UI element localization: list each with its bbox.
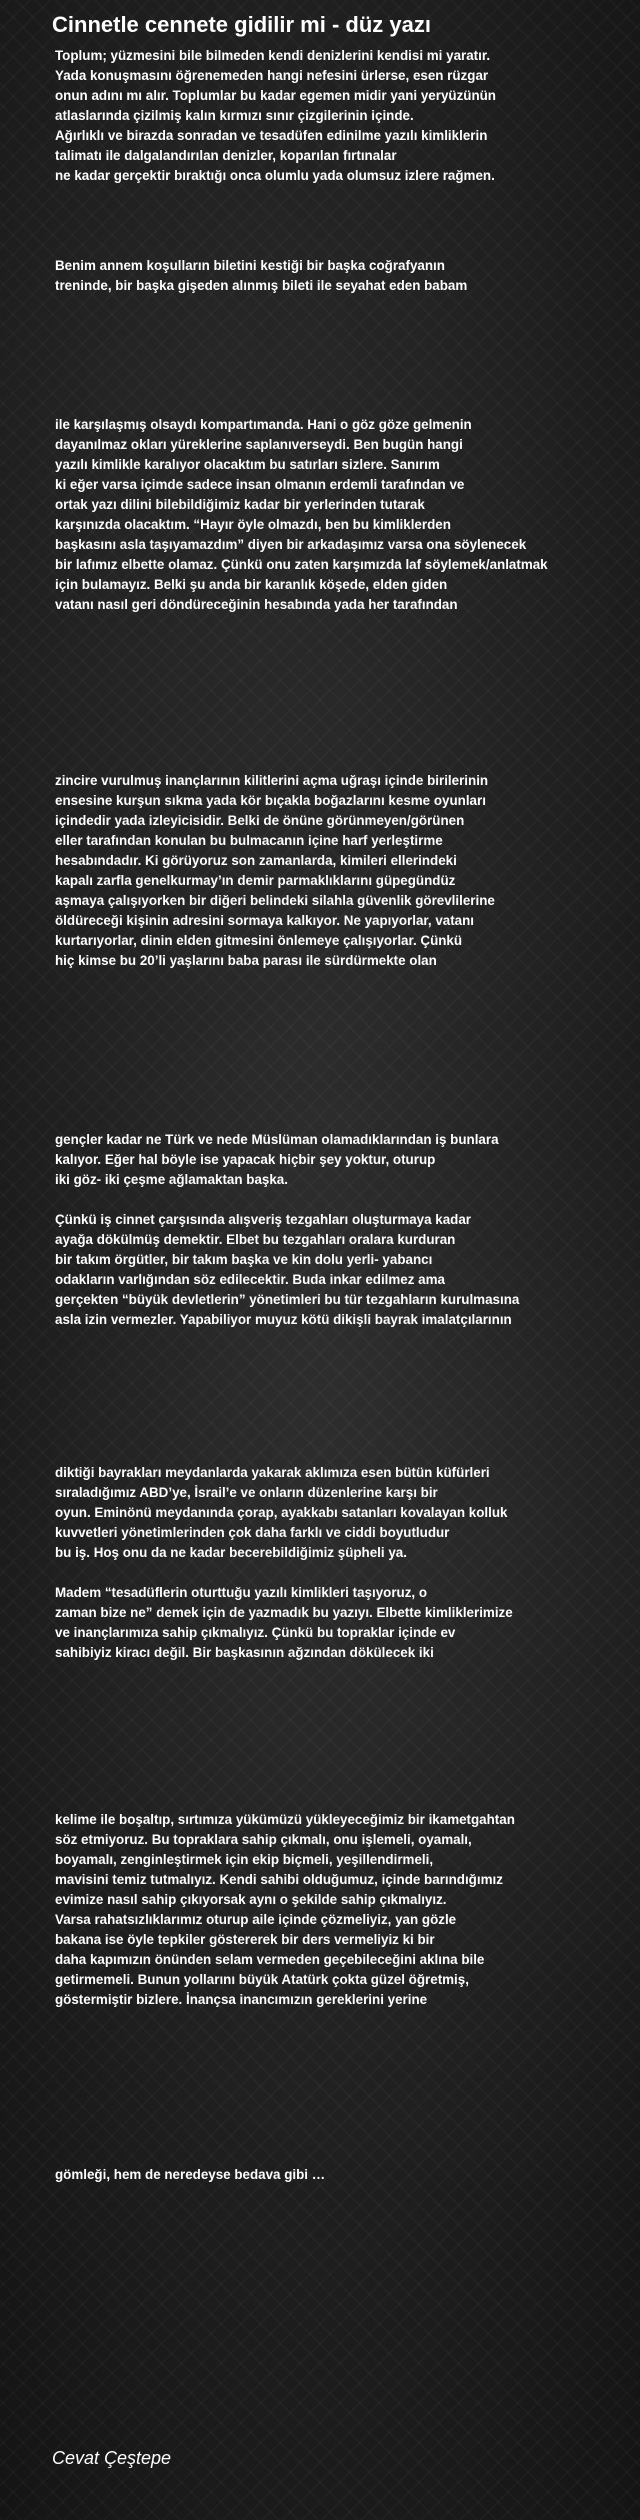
poem-line: Çünkü iş cinnet çarşısında alışveriş tezgahları oluşturmaya kadar <box>55 1212 472 1227</box>
stanza-7 <box>55 1463 640 1563</box>
poem-line: için bulamayız. Belki şu anda bir karanlık köşede, elden giden <box>55 577 448 592</box>
poem-line: ve inançlarımıza sahip çıkmalıyız. Çünkü bu topraklar içinde ev <box>55 1625 456 1640</box>
poem-line: bu iş. Hoş onu da ne kadar becerebildiğimiz şüpheli ya. <box>55 1545 407 1560</box>
stanza-8 <box>55 1583 640 1663</box>
poem-line: zincire vurulmuş inançlarının kilitlerini açma uğraşı içinde birilerinin <box>55 773 489 788</box>
poem-line: vatanı nasıl geri döndüreceğinin hesabında yada her tarafından <box>55 597 458 612</box>
poem-line: ayağa dökülmüş demektir. Elbet bu tezgahları oralara kurduran <box>55 1232 456 1247</box>
poem-line: sahibiyiz kiracı değil. Bir başkasının ağzından dökülecek iki <box>55 1645 434 1660</box>
poem-line: oyun. Eminönü meydanında çorap, ayakkabı satanları kovalayan kolluk <box>55 1505 508 1520</box>
poem-line: bir lafımız elbette olamaz. Çünkü onu zaten karşımızda laf söylemek/anlatmak <box>55 557 548 572</box>
poem-line: Madem “tesadüflerin oturttuğu yazılı kimlikleri taşıyoruz, o <box>55 1585 428 1600</box>
stanza-2 <box>55 256 640 296</box>
poem-line: talimatı ile dalgalandırılan denizler, koparılan fırtınalar <box>55 148 397 163</box>
poem-line: aşmaya çalışıyorken bir diğeri belindeki silahla güvenlik görevlilerine <box>55 893 495 908</box>
stanza-10 <box>55 2165 640 2185</box>
poem-line: ne kadar gerçektir bıraktığı onca olumlu yada olumsuz izlere rağmen. <box>55 168 495 183</box>
poem-line: başkasını asla taşıyamazdım” diyen bir arkadaşımız varsa ona söylenecek <box>55 537 527 552</box>
poem-line: treninde, bir başka gişeden alınmış bileti ile seyahat eden babam <box>55 278 468 293</box>
poem-line: Varsa rahatsızlıklarımız oturup aile içinde çözmeliyiz, yan gözle <box>55 1912 457 1927</box>
stanza-6 <box>55 1210 640 1330</box>
stanza-9 <box>55 1810 640 2010</box>
poem-line: atlaslarında çizilmiş kalın kırmızı sınır çizgilerinin içinde. <box>55 108 414 123</box>
poem-line: söz etmiyoruz. Bu topraklara sahip çıkmalı, onu işlemeli, oyamalı, <box>55 1832 472 1847</box>
poem-line: öldüreceği kişinin adresini sormaya kalkıyor. Ne yapıyorlar, vatanı <box>55 913 475 928</box>
poem-line: gömleği, hem de neredeyse bedava gibi … <box>55 2167 326 2182</box>
poem-line: bakana ise öyle tepkiler göstererek bir ders vermeliyiz ki bir <box>55 1932 435 1947</box>
poem-line: kapalı zarfla genelkurmay’ın demir parmaklıklarını güpegündüz <box>55 873 456 888</box>
poem-line: ensesine kurşun sıkma yada kör bıçakla boğazlarını kesme oyunları <box>55 793 486 808</box>
poem-line: gençler kadar ne Türk ve nede Müslüman olamadıklarından iş bunlara <box>55 1132 499 1147</box>
poem-line: ortak yazı dilini bilebildiğimiz kadar bir yerlerinden tutarak <box>55 497 425 512</box>
poem-line: eller tarafından konulan bu bulmacanın içine harf yerleştirme <box>55 833 443 848</box>
poem-line: zaman bize ne” demek için de yazmadık bu yazıyı. Elbette kimliklerimize <box>55 1605 513 1620</box>
poem-line: evimize nasıl sahip çıkıyorsak aynı o şekilde sahip çıkmalıyız. <box>55 1892 447 1907</box>
poem-line: gerçekten “büyük devletlerin” yönetimleri bu tür tezgahların kurulmasına <box>55 1292 520 1307</box>
stanza-1 <box>55 46 640 186</box>
poem-line: ile karşılaşmış olsaydı kompartımanda. Hani o göz göze gelmenin <box>55 417 472 432</box>
poem-line: kurtarıyorlar, dinin elden gitmesini önlemeye çalışıyorlar. Çünkü <box>55 933 463 948</box>
poem-title: Cinnetle cennete gidilir mi - düz yazı <box>52 12 431 37</box>
poem-line: kalıyor. Eğer hal böyle ise yapacak hiçbir şey yoktur, oturup <box>55 1152 436 1167</box>
poem-line: kelime ile boşaltıp, sırtımıza yükümüzü yükleyeceğimiz bir ikametgahtan <box>55 1812 515 1827</box>
poem-line: Ağırlıklı ve birazda sonradan ve tesadüfen edinilme yazılı kimliklerin <box>55 128 488 143</box>
poem-line: odakların varlığından söz edilecektir. Buda inkar edilmez ama <box>55 1272 445 1287</box>
poem-line: içindedir yada izleyicisidir. Belki de önüne görünmeyen/görünen <box>55 813 465 828</box>
poem-line: bir takım örgütler, bir takım başka ve kin dolu yerli- yabancı <box>55 1252 433 1267</box>
poem-line: mavisini temiz tutmalıyız. Kendi sahibi olduğumuz, içinde barındığımız <box>55 1872 503 1887</box>
poem-line: onun adını mı alır. Toplumlar bu kadar egemen midir yani yeryüzünün <box>55 88 496 103</box>
poem-line: sıraladığımız ABD’ye, İsrail’e ve onların düzenlerine karşı bir <box>55 1485 438 1500</box>
poem-line: hiç kimse bu 20’li yaşlarını baba parası ile sürdürmekte olan <box>55 953 437 968</box>
poem-line: Toplum; yüzmesini bile bilmeden kendi denizlerini kendisi mi yaratır. <box>55 48 491 63</box>
poem-line: hesabındadır. Ki görüyoruz son zamanlarda, kimileri ellerindeki <box>55 853 457 868</box>
poem-line: Benim annem koşulların biletini kestiği bir başka coğrafyanın <box>55 258 445 273</box>
poem-line: boyamalı, zenginleştirmek için ekip biçmeli, yeşillendirmeli, <box>55 1852 434 1867</box>
poem-line: yazılı kimlikle karalıyor olacaktım bu satırları sizlere. Sanırım <box>55 457 440 472</box>
stanza-3 <box>55 415 640 615</box>
poem-line: kuvvetleri yönetimlerinden çok daha farklı ve ciddi boyutludur <box>55 1525 450 1540</box>
stanza-5 <box>55 1130 640 1190</box>
stanza-4 <box>55 771 640 971</box>
poem-line: ki eğer varsa içimde sadece insan olmanın erdemli tarafından ve <box>55 477 465 492</box>
poem-line: göstermiştir bizlere. İnançsa inancımızın gereklerini yerine <box>55 1992 428 2007</box>
poem-line: dayanılmaz okları yüreklerine saplanıverseydi. Ben bugün hangi <box>55 437 463 452</box>
poem-line: iki göz- iki çeşme ağlamaktan başka. <box>55 1172 288 1187</box>
poem-line: Yada konuşmasını öğrenemeden hangi nefesini ürlerse, esen rüzgar <box>55 68 489 83</box>
poem-author: Cevat Çeştepe <box>52 2448 172 2468</box>
poem-line: karşınızda olacaktım. “Hayır öyle olmazdı, ben bu kimliklerden <box>55 517 451 532</box>
poem-line: getirmemeli. Bunun yollarını büyük Atatürk çokta güzel öğretmiş, <box>55 1972 469 1987</box>
poem-line: daha kapımızın önünden selam vermeden geçebileceğini aklına bile <box>55 1952 485 1967</box>
poem-line: asla izin vermezler. Yapabiliyor muyuz kötü dikişli bayrak imalatçılarının <box>55 1312 512 1327</box>
poem-line: diktiği bayrakları meydanlarda yakarak aklımıza esen bütün küfürleri <box>55 1465 490 1480</box>
